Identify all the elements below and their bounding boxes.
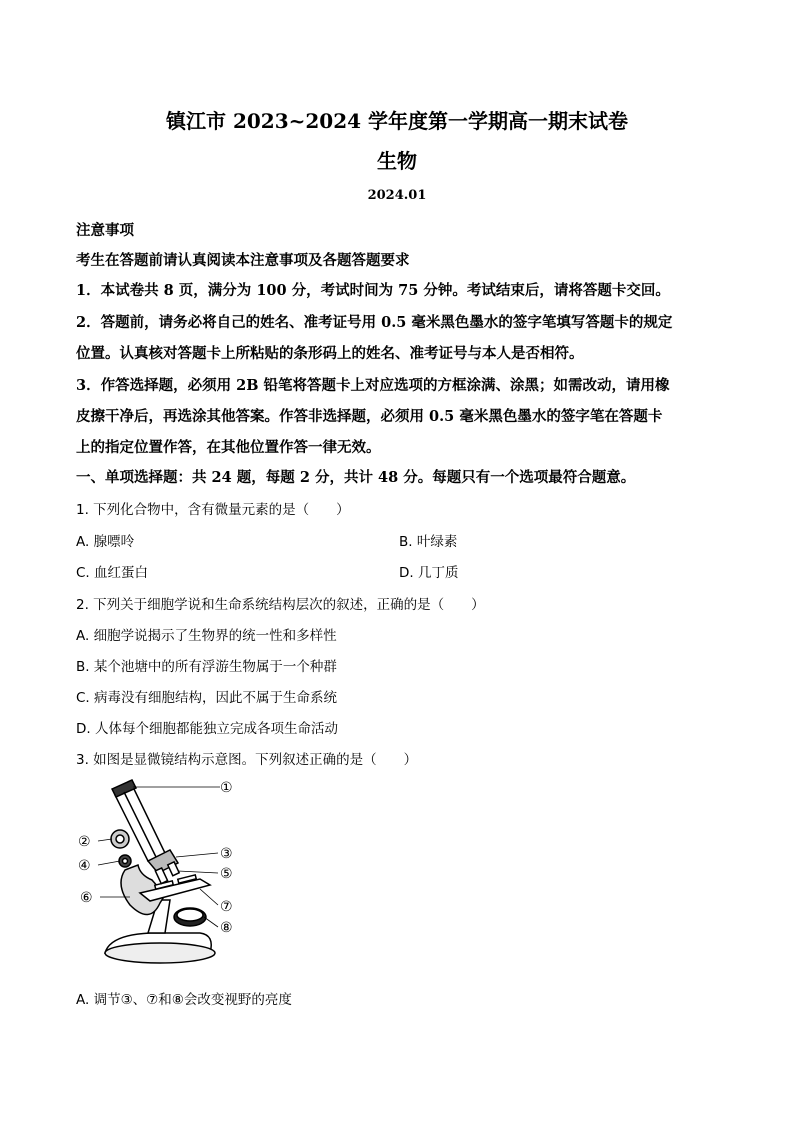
q3-option-a: A. 调节③、⑦和⑧会改变视野的亮度 — [76, 992, 292, 1008]
figure-label-5: ⑤ — [220, 866, 233, 882]
q2-option-c: C. 病毒没有细胞结构，因此不属于生命系统 — [76, 690, 338, 706]
q1-option-c: C. 血红蛋白 — [76, 565, 149, 581]
notice-item-2-cont: 位置。认真核对答题卡上所粘贴的条形码上的姓名、准考证号与本人是否相符。 — [76, 345, 584, 362]
figure-label-8: ⑧ — [220, 920, 233, 936]
q2-option-a: A. 细胞学说揭示了生物界的统一性和多样性 — [76, 628, 337, 644]
notice-item-3: 3．作答选择题，必须用 2B 铅笔将答题卡上对应选项的方框涂满、涂黑；如需改动，请用橡 — [76, 377, 670, 394]
q2-option-d: D. 人体每个细胞都能独立完成各项生命活动 — [76, 721, 338, 737]
q1-option-a: A. 腺嘌呤 — [76, 534, 135, 550]
microscope-figure — [70, 775, 250, 975]
exam-date: 2024.01 — [367, 188, 427, 203]
q2-stem: 2. 下列关于细胞学说和生命系统结构层次的叙述，正确的是（ ） — [76, 597, 485, 613]
figure-label-2: ② — [78, 834, 91, 850]
notice-item-2: 2．答题前，请务必将自己的姓名、准考证号用 0.5 毫米黑色墨水的签字笔填写答题卡的规定 — [76, 314, 673, 331]
q3-stem: 3. 如图是显微镜结构示意图。下列叙述正确的是（ ） — [76, 752, 418, 768]
q1-option-d: D. 几丁质 — [399, 565, 459, 581]
figure-label-7: ⑦ — [220, 899, 233, 915]
notice-heading: 注意事项 — [76, 222, 134, 239]
section-heading: 一、单项选择题：共 24 题，每题 2 分，共计 48 分。每题只有一个选项最符合题意。 — [76, 469, 636, 486]
figure-label-3: ③ — [220, 846, 233, 862]
notice-item-3-cont2: 上的指定位置作答，在其他位置作答一律无效。 — [76, 439, 381, 456]
q1-stem: 1. 下列化合物中，含有微量元素的是（ ） — [76, 502, 350, 518]
notice-intro: 考生在答题前请认真阅读本注意事项及各题答题要求 — [76, 252, 410, 269]
figure-label-4: ④ — [78, 858, 91, 874]
exam-title: 镇江市 2023~2024 学年度第一学期高一期末试卷 — [165, 109, 628, 133]
notice-item-1: 1．本试卷共 8 页，满分为 100 分，考试时间为 75 分钟。考试结束后，请将答题卡交回。 — [76, 282, 670, 299]
notice-item-3-cont: 皮擦干净后，再选涂其他答案。作答非选择题，必须用 0.5 毫米黑色墨水的签字笔在答题卡 — [76, 408, 663, 425]
q1-option-b: B. 叶绿素 — [399, 534, 458, 550]
exam-subject: 生物 — [377, 149, 417, 173]
q2-option-b: B. 某个池塘中的所有浮游生物属于一个种群 — [76, 659, 337, 675]
figure-label-6: ⑥ — [80, 890, 93, 906]
figure-label-1: ① — [220, 780, 233, 796]
